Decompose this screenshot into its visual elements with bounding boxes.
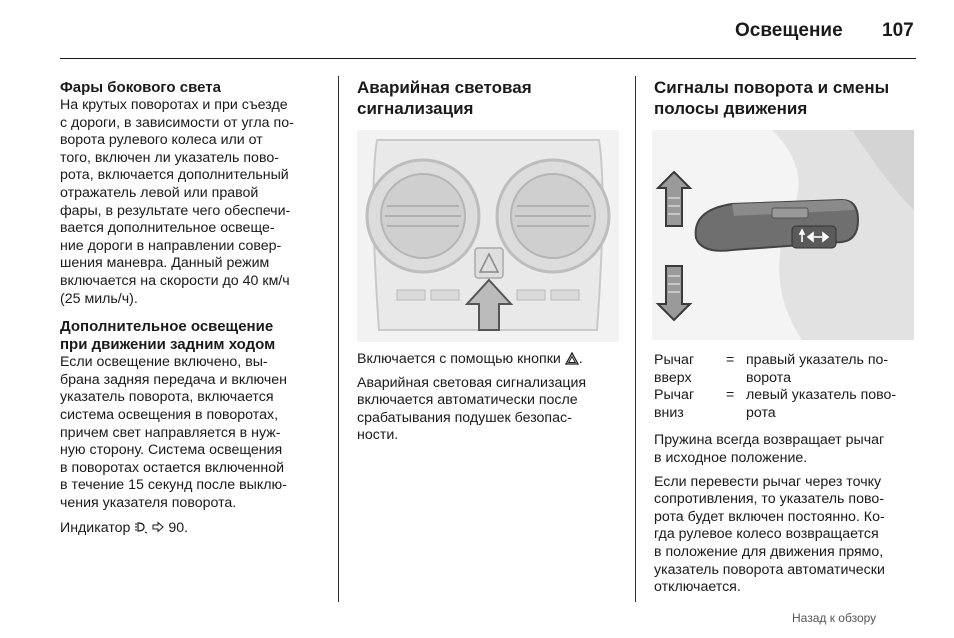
page-header-title: Освещение xyxy=(735,20,843,41)
hazard-warning-icon xyxy=(565,352,579,365)
back-to-overview-link[interactable]: Назад к обзору xyxy=(792,611,877,625)
indicator-reference: Индикатор 90. xyxy=(60,520,189,537)
section-heading-reverse-light: Дополнительное освещение при движении задним ходом xyxy=(60,318,276,354)
column-divider xyxy=(338,76,339,602)
definition-lever-up: Рычаг вверх = правый указатель по- ворота xyxy=(654,352,889,386)
column-3-body xyxy=(654,352,920,597)
column-2-body xyxy=(357,351,629,445)
section-heading-hazard-lights: Аварийная световая сигнализация xyxy=(357,78,532,118)
column-divider xyxy=(635,76,636,602)
column-1 xyxy=(60,79,330,538)
cornering-light-icon xyxy=(134,520,148,534)
arrow-right-outline-icon xyxy=(152,521,164,533)
paragraph-cornering-light: На крутых поворотах и при съезде с дороги, в зависимости от угла по- ворота рулевого колеса или от того, включен ли указатель пово- рота, включается дополнительный отражатель левой или правой фары, в результате чего обеспечи- вается дополнительное освеще- ние дороги в направлении совер- шения маневра. Данный режим включается на скорости до 40 км/ч (25 миль/ч). xyxy=(60,97,294,307)
paragraph-permanent-signal: Если перевести рычаг через точку сопротивления, то указатель пово- рота будет включен постоянно. Ко- гда рулевое колесо возвращается в положение для движения прямо, указатель поворота автоматически отключается. xyxy=(654,473,885,596)
definition-lever-down: Рычаг вниз = левый указатель пово- рота xyxy=(654,387,897,421)
page-number: 107 xyxy=(882,20,914,41)
section-heading-cornering-light: Фары бокового света xyxy=(60,79,221,96)
paragraph-reverse-light: Если освещение включено, вы- брана задняя передача и включен указатель поворота, включается система освещения в поворотах, причем свет направляется в нуж- ную сторону. Система освещения в поворотах остается включенной в течение 15 секунд после выклю- чения указателя поворота. xyxy=(60,354,288,511)
turn-signal-lever-illustration xyxy=(652,130,914,340)
column-3 xyxy=(654,77,924,119)
paragraph-hazard-button: Включается с помощью кнопки . xyxy=(357,351,583,367)
hazard-switch-illustration xyxy=(357,130,619,342)
section-heading-turn-signals: Сигналы поворота и смены полосы движения xyxy=(654,78,890,118)
paragraph-spring-return: Пружина всегда возвращает рычаг в исходное положение. xyxy=(654,432,885,466)
header-rule xyxy=(60,58,916,59)
column-2 xyxy=(357,77,627,119)
paragraph-hazard-auto: Аварийная световая сигнализация включается автоматически после срабатывания подушек безопас- ности. xyxy=(357,374,587,444)
